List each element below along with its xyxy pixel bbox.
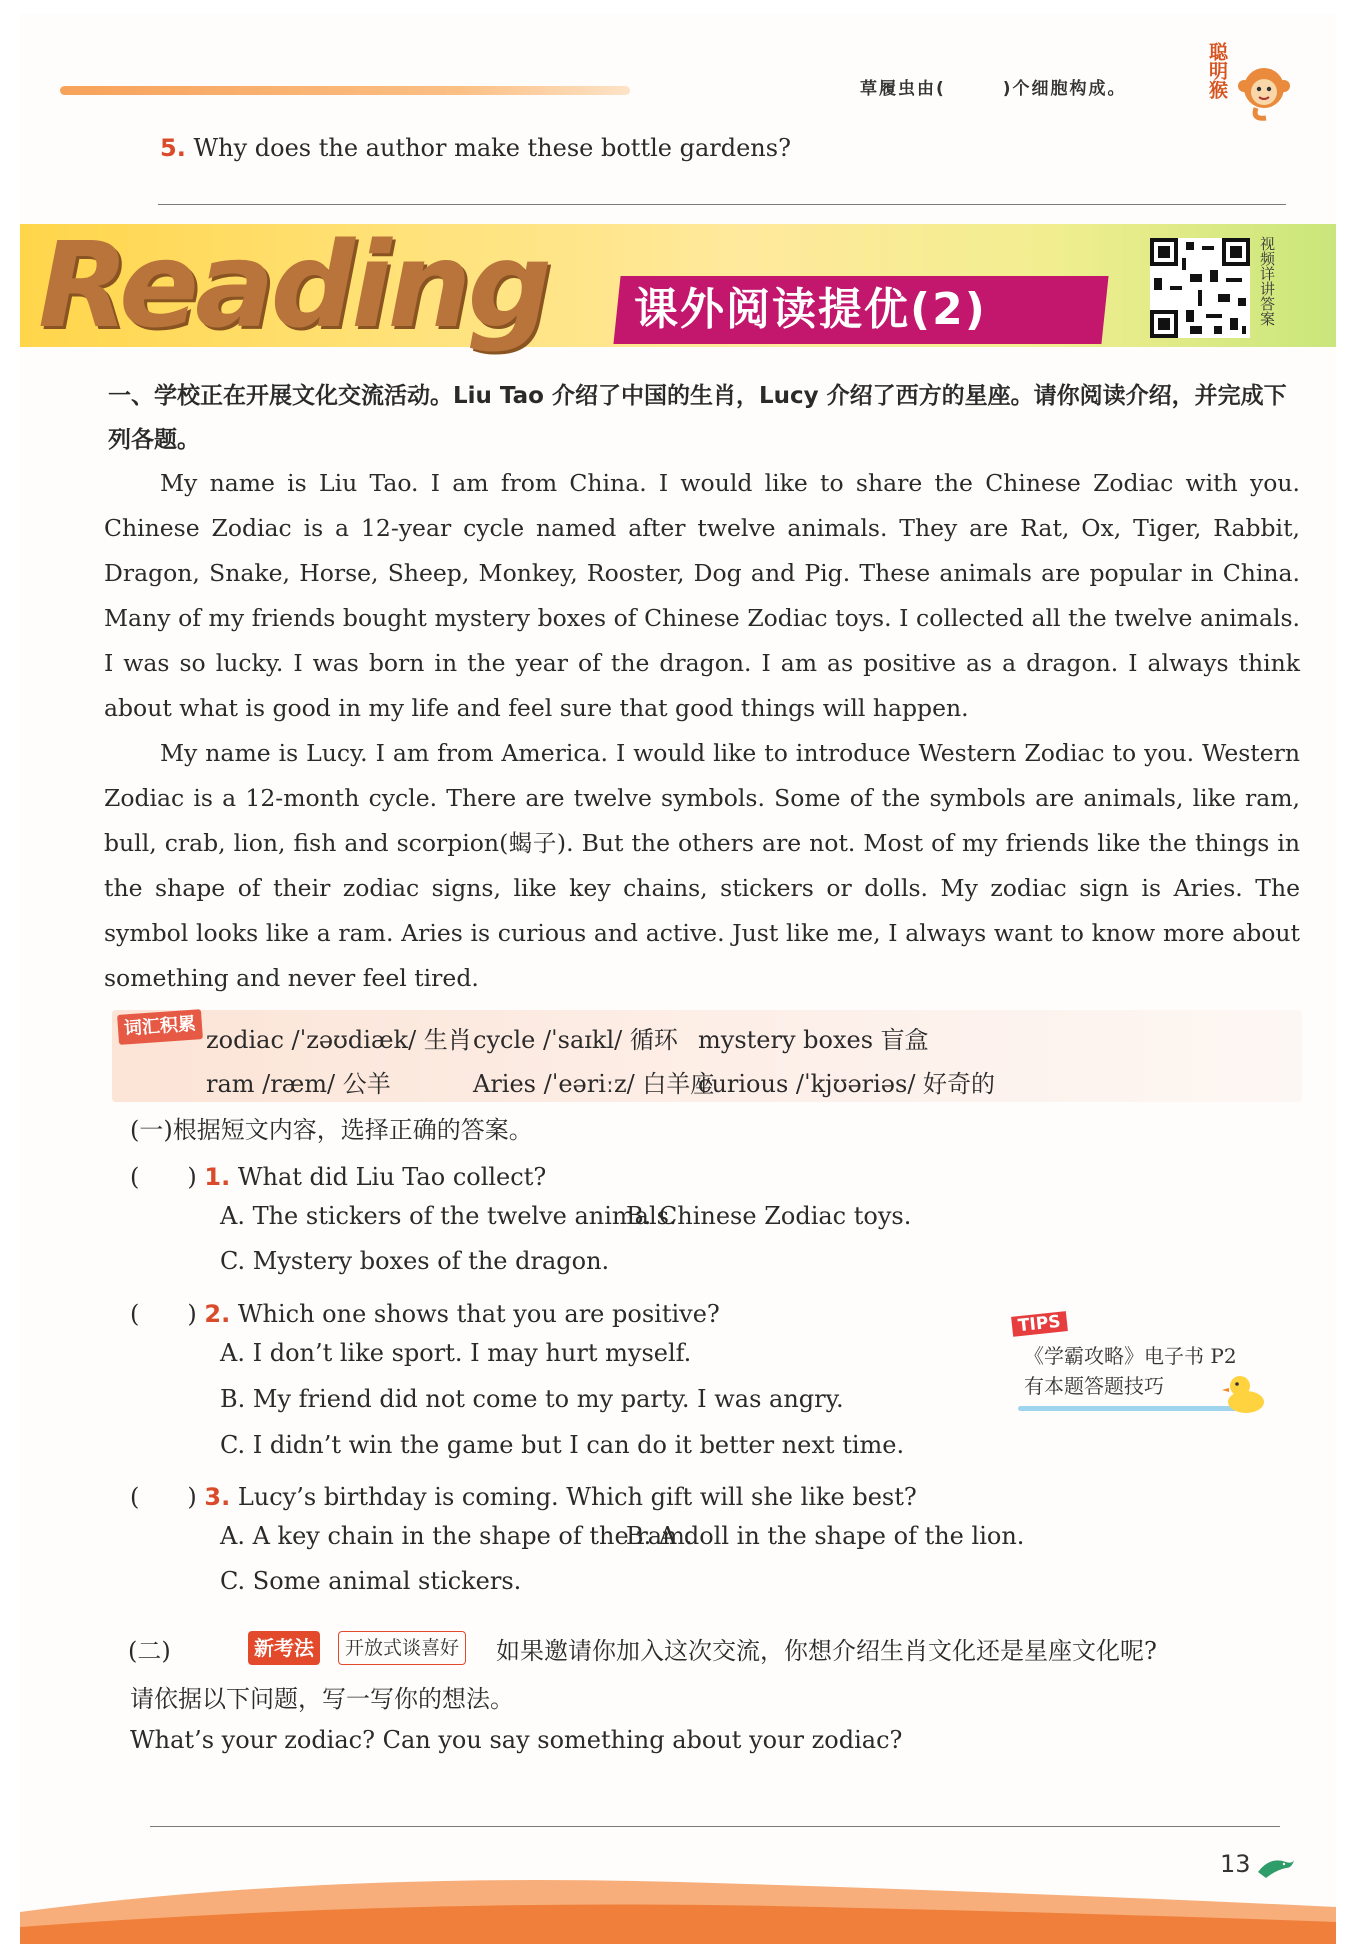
answer-blank[interactable]: ( ) (130, 1300, 197, 1328)
passage-liu-tao: My name is Liu Tao. I am from China. I would like to share the Chinese Zodiac with you. Chinese Zodiac is a 12-year cycle named after twelve animals. They are Rat, Ox, Tiger, Rabbit, Dragon, Snake, Horse, Sheep, Monkey, Rooster, Dog and Pig. These animals are popular in China. Many of my friends bought mystery boxes of Chinese Zodiac toys. I collected all the twelve animals. I was so lucky. I was born in the year of the dragon. I am as positive as a dragon. I always think about what is good in my life and feel sure that good things will happen. (104, 469, 1300, 722)
option-b: B. My friend did not come to my party. I was angry. (220, 1385, 844, 1413)
question-number: 2. (204, 1300, 231, 1328)
open-topic-badge: 开放式谈喜好 (338, 1631, 466, 1665)
page (20, 14, 1336, 1944)
new-method-badge: 新考法 (248, 1631, 320, 1665)
question-text: Lucy’s birthday is coming. Which gift will she like best? (237, 1483, 917, 1511)
tips-badge: TIPS (1011, 1311, 1067, 1337)
question-text: Why does the author make these bottle gardens? (193, 134, 791, 162)
vocab-item: zodiac /ˈzəʊdiæk/ 生肖 (206, 1026, 472, 1054)
option-a: A. A key chain in the shape of the ram. (220, 1522, 693, 1550)
question-text: What did Liu Tao collect? (237, 1163, 547, 1191)
part-2-label: (二) (128, 1637, 171, 1665)
passage-lucy: My name is Lucy. I am from America. I would like to introduce Western Zodiac to you. Western Zodiac is a 12-month cycle. There are twelve symbols. Some of the symbols are animals, like ram, bull, crab, lion, fish and scorpion(蝎子). But the others are not. Most of my friends like the things in the shape of their zodiac signs, like key chains, stickers or dolls. My zodiac sign is Aries. The symbol looks like a ram. Aries is curious and active. Just like me, I always want to know more about something and never feel tired. (104, 739, 1300, 992)
question-text: Which one shows that you are positive? (237, 1300, 720, 1328)
vocab-item: cycle /ˈsaɪkl/ 循环 (473, 1026, 678, 1054)
option-a: A. The stickers of the twelve animals. (220, 1202, 677, 1230)
vocab-item: Aries /ˈeəriːz/ 白羊座 (473, 1070, 715, 1098)
question-2 (130, 1294, 720, 1329)
qr-label: 视频详讲答案 (1258, 236, 1276, 326)
header-decor-bar (60, 86, 630, 95)
tips-line-1: 《学霸攻略》电子书 P2 (1024, 1344, 1237, 1368)
banner-subtitle: 课外阅读提优(2) (634, 284, 987, 335)
banner-title: Reading (38, 216, 549, 354)
answer-line (158, 204, 1286, 205)
option-c: C. Mystery boxes of the dragon. (220, 1247, 610, 1275)
question-1 (130, 1157, 546, 1192)
vocabulary-tag: 词汇积累 (117, 1009, 203, 1045)
option-c: C. I didn’t win the game but I can do it better next time. (220, 1431, 905, 1459)
vocab-item: ram /ræm/ 公羊 (206, 1070, 391, 1098)
part-2-prompt: 如果邀请你加入这次交流，你想介绍生肖文化还是星座文化呢? (496, 1637, 1157, 1665)
answer-blank[interactable]: ( ) (130, 1163, 197, 1191)
question-number: 3. (204, 1483, 231, 1511)
writing-line[interactable] (150, 1826, 1280, 1827)
option-b: B. A doll in the shape of the lion. (626, 1522, 1025, 1550)
part-2-question: What’s your zodiac? Can you say something about your zodiac? (130, 1726, 903, 1754)
qr-code-icon[interactable] (1150, 238, 1250, 338)
question-number: 1. (204, 1163, 231, 1191)
option-c: C. Some animal stickers. (220, 1567, 522, 1595)
page-number: 13 (1220, 1850, 1251, 1878)
bottom-wave-decor (20, 1852, 1336, 1944)
question-number: 5. (160, 134, 186, 162)
dolphin-icon (1256, 1852, 1296, 1882)
option-b: B. Chinese Zodiac toys. (626, 1202, 912, 1230)
header-tip: 草履虫由( )个细胞构成。 (860, 79, 1127, 99)
section-instructions: 一、学校正在开展文化交流活动。Liu Tao 介绍了中国的生肖，Lucy 介绍了西方的星座。请你阅读介绍，并完成下列各题。 (108, 383, 1287, 453)
duck-icon (1220, 1370, 1270, 1416)
option-a: A. I don’t like sport. I may hurt myself. (220, 1339, 692, 1367)
part-1-heading: (一)根据短文内容，选择正确的答案。 (130, 1116, 533, 1144)
vocab-item: curious /ˈkjʊəriəs/ 好奇的 (698, 1070, 996, 1098)
tips-line-2: 有本题答题技巧 (1024, 1374, 1164, 1398)
part-2-instruction: 请依据以下问题，写一写你的想法。 (130, 1685, 514, 1713)
answer-blank[interactable]: ( ) (130, 1483, 197, 1511)
mascot-label: 聪明猴 (1206, 42, 1228, 99)
question-5 (160, 134, 791, 162)
question-3 (130, 1477, 917, 1512)
vocab-item: mystery boxes 盲盒 (698, 1026, 929, 1054)
